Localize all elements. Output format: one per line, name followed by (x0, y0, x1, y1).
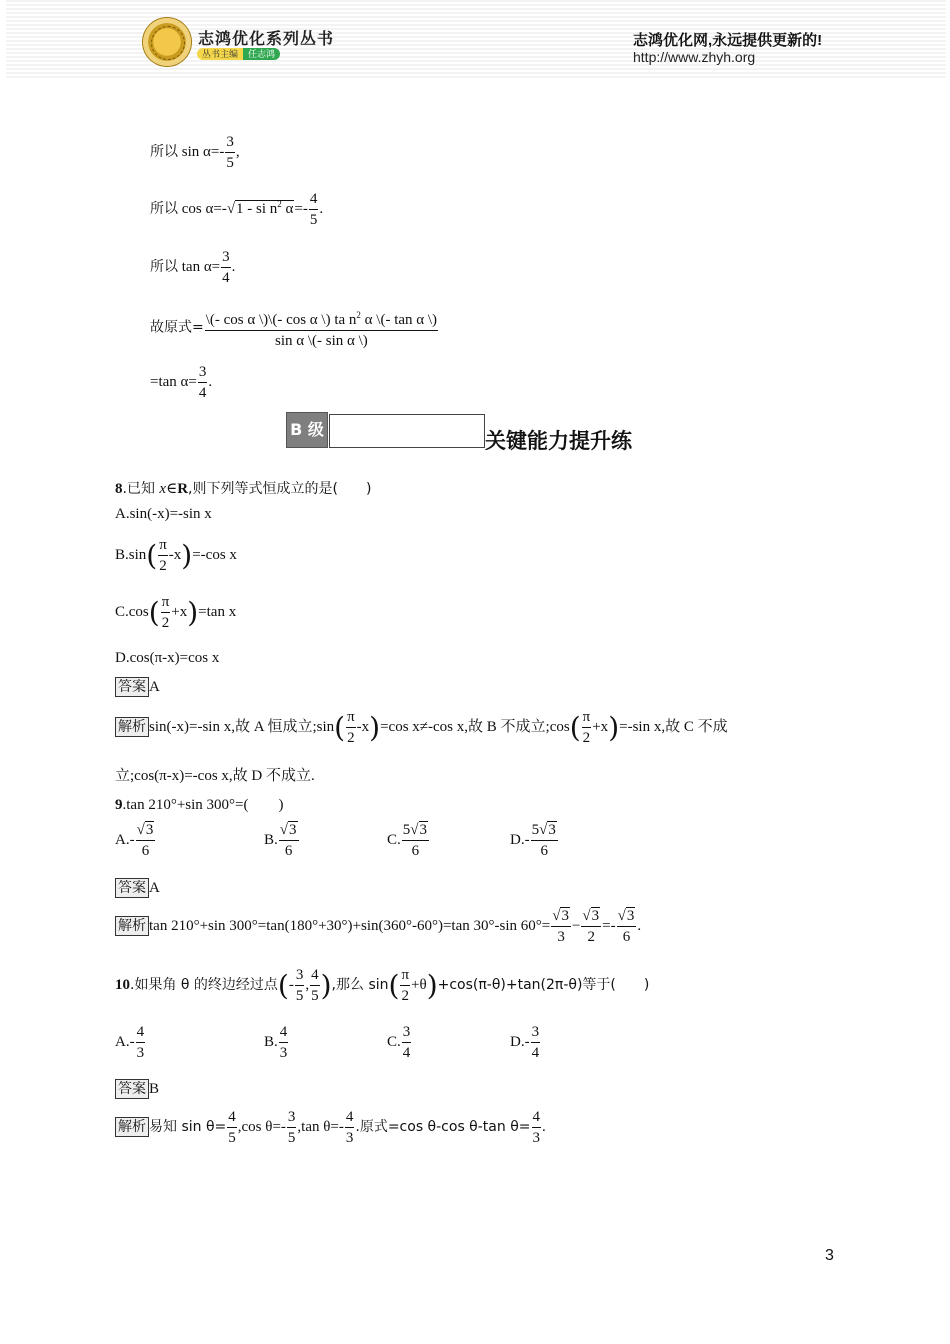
q8-analysis: 解析 sin(-x)=-sin x,故 A 恒成立;sin( $\frac{\pi}{2}$ -x)=cos x≠-cos x,故 B 不成立;cos( $\frac{\pi}{2}$ +x)=-sin x,故 C 不成 (115, 707, 728, 748)
answer-tag: 答案 (115, 677, 149, 697)
fraction: $\frac{4}{5}$ (309, 191, 318, 228)
solution-line-1: 所以 sin α=- $\frac{3}{5}$ , (150, 134, 240, 171)
q8-option-c: C.cos( $\frac{\pi}{2}$ +x)=tan x (115, 594, 237, 631)
q10-option-c: C. $\frac{3}{4}$ (387, 1024, 411, 1061)
fraction: $\frac{3}{5}$ (226, 134, 234, 171)
sqrt: √1 - si $n^2$ α (226, 198, 294, 217)
q9-analysis: 解析 tan 210°+sin 300°=tan(180°+30°)+sin(360°-60°)=tan 30°-sin 60°= $\frac{√3}{3}$ − $\frac{√3}{2}$ =- $\frac{√3}{6}$ . (115, 906, 641, 947)
solution-line-5: =tan α= $\frac{3}{4}$ . (150, 364, 213, 401)
editor-label: 丛书主编 (197, 48, 243, 60)
editor-name: 任志鸿 (243, 48, 280, 60)
editor-tag (197, 48, 280, 60)
header-url: http://www.zhyh.org (633, 49, 756, 65)
q10-answer: 答案 B (115, 1079, 159, 1099)
fraction: $\frac{\backslash(- \cos \alpha \backslash)\backslash(- \cos \alpha \backslash) ta n^2 \alpha \backslash(- \tan \alpha \backslash)}{\text{sin α \textbackslash{}(- sin α \textbackslash{})}}$ (205, 305, 438, 351)
solution-line-3: 所以 tan α= $\frac{3}{4}$ . (150, 249, 236, 286)
q10-stem: 10.如果角 θ 的终边经过点(- $\frac{3}{5}$ , $\frac{4}{5}$ ),那么 sin( $\frac{\pi}{2}$ +θ)+cos(π-θ)+tan(2π-θ)等于( ) (115, 967, 650, 1004)
solution-line-4: 故原式= $\frac{\backslash(- \cos \alpha \backslash)\backslash(- \cos \alpha \backslash) ta n^2 \alpha \backslash(- \tan \alpha \backslash)}{\text{sin α \textbackslash{}(- sin α \textbackslash{})}}$ (150, 305, 439, 351)
analysis-tag: 解析 (115, 1117, 149, 1137)
q9-answer: 答案 A (115, 878, 160, 898)
q9-option-b: B. $\frac{√3}{6}$ (264, 822, 297, 859)
q9-option-c: C. $\frac{5√3}{6}$ (387, 822, 427, 859)
answer-tag: 答案 (115, 1079, 149, 1099)
q10-option-b: B. $\frac{4}{3}$ (264, 1024, 288, 1061)
q10-option-a: A.- $\frac{4}{3}$ (115, 1024, 145, 1061)
level-badge-box (329, 414, 485, 448)
q8-stem: 8.已知 x∈R,则下列等式恒成立的是( ) (115, 481, 372, 497)
q8-option-b: B.sin( $\frac{\pi}{2}$ -x)=-cos x (115, 537, 237, 574)
q9-option-a: A.- $\frac{√3}{6}$ (115, 822, 154, 859)
q8-analysis-cont: 立;cos(π-x)=-cos x,故 D 不成立. (115, 768, 315, 784)
series-title: 志鸿优化系列丛书 (198, 31, 335, 48)
page-header (0, 0, 950, 80)
q8-answer: 答案 A (115, 677, 160, 697)
analysis-tag: 解析 (115, 717, 149, 737)
q8-option-a: A.sin(-x)=-sin x (115, 506, 212, 522)
q9-stem: 9.tan 210°+sin 300°=( ) (115, 797, 284, 813)
section-title: 关键能力提升练 (485, 429, 632, 453)
analysis-tag: 解析 (115, 916, 149, 936)
header-slogan: 志鸿优化网,永远提供更新的! (633, 32, 823, 49)
q10-option-d: D.- $\frac{3}{4}$ (510, 1024, 540, 1061)
logo-ring (151, 26, 185, 60)
fraction: $\frac{3}{4}$ (222, 249, 230, 286)
fraction: $\frac{3}{4}$ (198, 364, 207, 401)
level-badge: B 级 (286, 412, 328, 448)
q10-analysis: 解析 易知 sin θ= $\frac{4}{5}$ ,cos θ=- $\frac{3}{5}$ ,tan θ=- $\frac{4}{3}$ .原式=cos θ-cos θ-tan θ= $\frac{4}{3}$ . (115, 1107, 546, 1148)
answer-tag: 答案 (115, 878, 149, 898)
q8-option-d: D.cos(π-x)=cos x (115, 650, 220, 666)
solution-line-2: 所以 cos α=-√1 - si $n^2$ α=- $\frac{4}{5}$ . (150, 191, 324, 228)
q9-option-d: D.- $\frac{5√3}{6}$ (510, 822, 556, 859)
page-number: 3 (825, 1247, 834, 1264)
